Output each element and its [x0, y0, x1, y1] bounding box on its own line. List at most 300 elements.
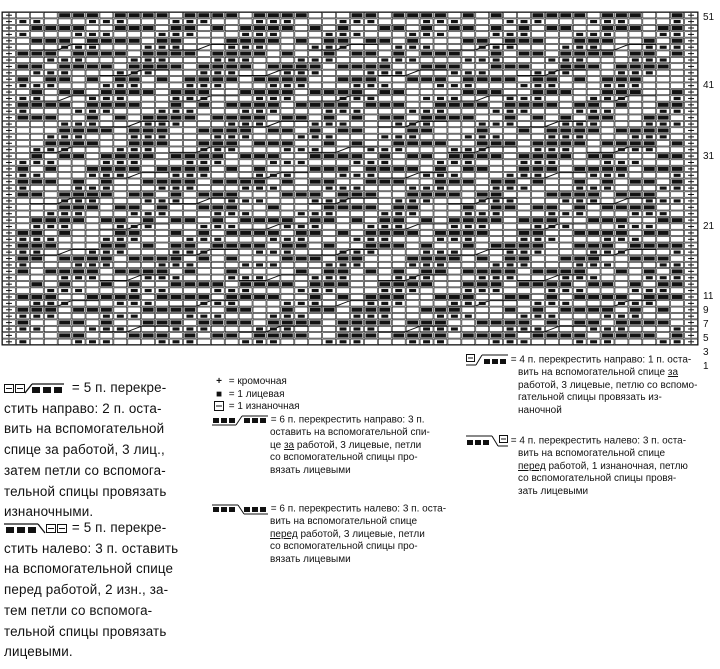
knit-stitch: [31, 308, 42, 312]
knit-stitch: [590, 263, 597, 266]
knit-stitch: [574, 308, 585, 312]
knit-stitch: [256, 46, 263, 49]
knit-stitch: [89, 110, 96, 113]
knit-stitch: [171, 244, 182, 248]
knit-stitch: [381, 148, 388, 151]
knit-stitch: [87, 77, 98, 81]
knit-stitch: [173, 174, 180, 177]
knit-stitch: [379, 180, 390, 184]
knit-stitch: [310, 308, 321, 312]
knit-stitch: [519, 26, 530, 30]
knit-stitch: [491, 154, 502, 158]
knit-stitch: [477, 128, 488, 132]
knit-stitch: [131, 58, 138, 61]
knit-stitch: [87, 52, 98, 56]
knit-stitch: [435, 295, 446, 299]
knit-stitch: [379, 244, 390, 248]
knit-stitch: [590, 327, 597, 330]
knit-stitch: [131, 135, 138, 138]
knit-stitch: [521, 20, 528, 23]
knit-stitch: [532, 90, 543, 94]
knit-stitch: [17, 321, 28, 325]
knit-stitch: [519, 244, 530, 248]
knit-stitch: [89, 20, 96, 23]
knit-stitch: [590, 122, 597, 125]
knit-stitch: [463, 269, 474, 273]
knit-stitch: [282, 333, 293, 337]
knit-stitch: [479, 71, 486, 74]
knit-stitch: [226, 321, 237, 325]
knit-stitch: [254, 141, 265, 145]
knit-stitch: [33, 238, 40, 241]
knit-stitch: [268, 218, 279, 222]
knit-stitch: [326, 263, 333, 266]
knit-stitch: [449, 231, 460, 235]
knit-stitch: [101, 257, 112, 261]
knit-stitch: [173, 122, 180, 125]
knit-stitch: [630, 321, 641, 325]
knit-stitch: [312, 148, 319, 151]
knit-stitch: [646, 148, 653, 151]
knit-stitch: [101, 244, 112, 248]
knit-stitch: [604, 33, 611, 36]
knit-stitch: [395, 212, 402, 215]
cross5-right-symbol: [4, 381, 68, 395]
knit-stitch: [602, 13, 613, 17]
knit-stitch: [254, 244, 265, 248]
knit-stitch: [505, 77, 516, 81]
knit-stitch: [115, 244, 126, 248]
knit-stitch: [674, 174, 681, 177]
knit-stitch: [312, 46, 319, 49]
knit-stitch: [198, 282, 209, 286]
knit-stitch: [129, 154, 140, 158]
knit-stitch: [270, 20, 277, 23]
knit-stitch: [19, 315, 26, 318]
knit-stitch: [159, 199, 166, 202]
knit-stitch: [89, 340, 96, 343]
knit-stitch: [505, 205, 516, 209]
knit-stitch: [310, 167, 321, 171]
knit-stitch: [505, 244, 516, 248]
knit-stitch: [326, 199, 333, 202]
knit-stitch: [282, 321, 293, 325]
knit-stitch: [73, 205, 84, 209]
knit-stitch: [298, 71, 305, 74]
knit-stitch: [532, 180, 543, 184]
knit-stitch: [588, 128, 599, 132]
knit-stitch: [143, 244, 154, 248]
knit-stitch: [282, 282, 293, 286]
knit-stitch: [644, 128, 655, 132]
knit-stitch: [270, 97, 277, 100]
knit-stitch: [45, 116, 56, 120]
knit-stitch: [519, 167, 530, 171]
knit-stitch: [674, 122, 681, 125]
knit-stitch: [228, 135, 235, 138]
knit-stitch: [212, 64, 223, 68]
knit-stitch: [407, 39, 418, 43]
knit-stitch: [298, 161, 305, 164]
knit-stitch: [574, 64, 585, 68]
knit-stitch: [395, 122, 402, 125]
knit-stitch: [546, 167, 557, 171]
knit-stitch: [353, 97, 360, 100]
knit-stitch: [212, 116, 223, 120]
knit-stitch: [89, 251, 96, 254]
knit-stitch: [590, 97, 597, 100]
knit-stitch: [660, 46, 667, 49]
knit-stitch: [407, 141, 418, 145]
knit-stitch: [61, 212, 68, 215]
knit-stitch: [532, 154, 543, 158]
knit-stitch: [212, 141, 223, 145]
knit-stitch: [588, 295, 599, 299]
knit-stitch: [381, 302, 388, 305]
knit-stitch: [658, 244, 669, 248]
knit-stitch: [519, 128, 530, 132]
knit-stitch: [101, 90, 112, 94]
knit-stitch: [365, 77, 376, 81]
knit-stitch: [226, 103, 237, 107]
knit-stitch: [546, 141, 557, 145]
knit-stitch: [560, 52, 571, 56]
knit-stitch: [367, 71, 374, 74]
knit-stitch: [186, 340, 193, 343]
knit-stitch: [602, 154, 613, 158]
knit-stitch: [87, 39, 98, 43]
knit-stitch: [212, 321, 223, 325]
knit-stitch: [602, 52, 613, 56]
knit-stitch: [103, 33, 110, 36]
knit-stitch: [198, 77, 209, 81]
knit-stitch: [365, 180, 376, 184]
knit-stitch: [646, 302, 653, 305]
knit-stitch: [157, 321, 168, 325]
knit-stitch: [254, 77, 265, 81]
knit-stitch: [101, 295, 112, 299]
knit-stitch: [493, 110, 500, 113]
knit-stitch: [451, 238, 458, 241]
knit-stitch: [604, 315, 611, 318]
knit-stitch: [632, 161, 639, 164]
legend-cross4-left: [466, 434, 718, 498]
knit-stitch: [270, 187, 277, 190]
cross5-left-line7: лицевыми.: [4, 644, 73, 660]
knit-stitch: [632, 58, 639, 61]
knit-stitch: [477, 103, 488, 107]
knit-stitch: [574, 77, 585, 81]
cross4-left-line5: зать лицевыми: [518, 485, 589, 497]
row-label-21: 21: [703, 221, 715, 232]
knit-stitch: [421, 308, 432, 312]
knit-stitch: [226, 13, 237, 17]
knit-stitch: [393, 295, 404, 299]
knit-stitch: [644, 52, 655, 56]
knit-stitch: [87, 103, 98, 107]
knit-stitch: [507, 97, 514, 100]
knit-stitch: [352, 333, 363, 337]
knit-stitch: [646, 135, 653, 138]
row-label-31: 31: [703, 151, 715, 162]
knit-stitch: [282, 193, 293, 197]
knit-stitch: [451, 20, 458, 23]
knit-stitch: [171, 116, 182, 120]
knit-stitch: [674, 340, 681, 343]
knit-stitch: [395, 148, 402, 151]
knit-stitch: [340, 187, 347, 190]
knit-stitch: [546, 205, 557, 209]
knit-stitch: [129, 128, 140, 132]
knit-stitch: [449, 308, 460, 312]
knit-stitch: [507, 187, 514, 190]
knit-stitch: [616, 193, 627, 197]
knit-stitch: [115, 205, 126, 209]
knit-stitch: [75, 58, 82, 61]
knit-stitch: [505, 269, 516, 273]
knit-stitch: [284, 174, 291, 177]
knit-stitch: [630, 128, 641, 132]
knit-stitch: [576, 58, 583, 61]
knit-stitch: [145, 199, 152, 202]
knit-stitch: [157, 269, 168, 273]
knit-stitch: [129, 193, 140, 197]
knit-stitch: [463, 26, 474, 30]
knit-stitch: [282, 257, 293, 261]
knit-stitch: [381, 225, 388, 228]
knit-stitch: [228, 58, 235, 61]
knit-stitch: [254, 295, 265, 299]
knit-stitch: [45, 218, 56, 222]
knit-stitch: [59, 64, 70, 68]
knit-stitch: [352, 13, 363, 17]
knit-stitch: [451, 302, 458, 305]
knit-stitch: [171, 180, 182, 184]
knit-stitch: [674, 110, 681, 113]
cross6-right-line1: = 6 п. перекрестить направо: 3 п.: [270, 414, 425, 426]
knit-stitch: [519, 321, 530, 325]
knit-stitch: [45, 269, 56, 273]
knit-stitch: [674, 97, 681, 100]
knit-stitch: [340, 263, 347, 266]
knit-stitch: [59, 333, 70, 337]
knit-stitch: [437, 110, 444, 113]
knit-stitch: [117, 302, 124, 305]
knit-stitch: [493, 58, 500, 61]
knit-stitch: [129, 282, 140, 286]
knit-stitch: [616, 141, 627, 145]
knit-stitch: [200, 327, 207, 330]
knit-stitch: [534, 327, 541, 330]
knit-stitch: [644, 244, 655, 248]
knit-stitch: [157, 52, 168, 56]
knit-stitch: [590, 33, 597, 36]
knit-stitch: [505, 141, 516, 145]
knit-stitch: [560, 333, 571, 337]
knit-stitch: [437, 263, 444, 266]
knit-stitch: [103, 315, 110, 318]
knit-stitch: [33, 302, 40, 305]
knit-stitch: [409, 212, 416, 215]
knit-stitch: [17, 167, 28, 171]
knit-stitch: [338, 128, 349, 132]
knit-stitch: [45, 103, 56, 107]
knit-stitch: [19, 340, 26, 343]
knit-stitch: [491, 269, 502, 273]
knit-stitch: [45, 26, 56, 30]
knit-stitch: [228, 46, 235, 49]
knit-stitch: [507, 174, 514, 177]
knit-stitch: [435, 103, 446, 107]
knit-stitch: [296, 116, 307, 120]
knit-stitch: [477, 193, 488, 197]
knit-stitch: [89, 276, 96, 279]
knit-stitch: [590, 199, 597, 202]
knit-stitch: [326, 58, 333, 61]
knit-stitch: [256, 33, 263, 36]
knit-stitch: [658, 295, 669, 299]
knit-stitch: [477, 269, 488, 273]
knit-stitch: [143, 128, 154, 132]
knit-stitch: [33, 161, 40, 164]
knit-stitch: [493, 212, 500, 215]
knit-stitch: [546, 13, 557, 17]
knit-stitch: [618, 20, 625, 23]
knit-stitch: [31, 116, 42, 120]
knit-stitch: [367, 148, 374, 151]
knit-stitch: [532, 333, 543, 337]
knit-stitch: [546, 333, 557, 337]
knit-stitch: [33, 71, 40, 74]
knit-stitch: [310, 231, 321, 235]
knit-stitch: [87, 141, 98, 145]
knit-stitch: [590, 276, 597, 279]
knit-stitch: [367, 174, 374, 177]
knit-stitch: [298, 225, 305, 228]
cross5-left-symbol: [4, 521, 68, 535]
knit-stitch: [256, 251, 263, 254]
knit-stitch: [89, 97, 96, 100]
knit-stitch: [379, 39, 390, 43]
knit-stitch: [562, 135, 569, 138]
cross4-left-line3: перед работой, 1 изнаночная, петлю: [518, 460, 688, 472]
knit-stitch: [630, 257, 641, 261]
knit-stitch: [435, 321, 446, 325]
knit-stitch: [324, 52, 335, 56]
knit-stitch: [340, 122, 347, 125]
knit-stitch: [449, 64, 460, 68]
knit-stitch: [660, 340, 667, 343]
knit-stitch: [576, 289, 583, 292]
knit-stitch: [47, 238, 54, 241]
knit-stitch: [616, 321, 627, 325]
knit-stitch: [632, 148, 639, 151]
knit-stitch: [352, 77, 363, 81]
knit-stitch: [198, 103, 209, 107]
knit-stitch: [254, 154, 265, 158]
knit-stitch: [73, 193, 84, 197]
knit-stitch: [159, 276, 166, 279]
knit-stitch: [45, 77, 56, 81]
knit-stitch: [324, 167, 335, 171]
knit-stitch: [632, 238, 639, 241]
knit-stitch: [463, 295, 474, 299]
knit-stitch: [560, 64, 571, 68]
knit-stitch: [437, 327, 444, 330]
knit-stitch: [618, 327, 625, 330]
knit-stitch: [75, 212, 82, 215]
knit-stitch: [507, 251, 514, 254]
knit-stitch: [184, 333, 195, 337]
knit-stitch: [674, 276, 681, 279]
knit-stitch: [282, 128, 293, 132]
knit-stitch: [463, 244, 474, 248]
knit-stitch: [298, 212, 305, 215]
knit-stitch: [73, 257, 84, 261]
knit-stitch: [240, 116, 251, 120]
knit-stitch: [186, 174, 193, 177]
knit-stitch: [254, 26, 265, 30]
knit-stitch: [101, 167, 112, 171]
knit-stitch: [407, 231, 418, 235]
knit-stitch: [560, 13, 571, 17]
knit-stitch: [184, 180, 195, 184]
knit-stitch: [338, 282, 349, 286]
knit-stitch: [588, 282, 599, 286]
knit-stitch: [672, 218, 683, 222]
knit-stitch: [367, 238, 374, 241]
knit-stitch: [242, 58, 249, 61]
knit-stitch: [451, 161, 458, 164]
knit-stitch: [296, 333, 307, 337]
knit-stitch: [393, 333, 404, 337]
knit-stitch: [115, 269, 126, 273]
knit-stitch: [534, 161, 541, 164]
knit-stitch: [395, 135, 402, 138]
knit-stitch: [618, 161, 625, 164]
knit-stitch: [31, 295, 42, 299]
knit-stitch: [381, 212, 388, 215]
knit-stitch: [562, 58, 569, 61]
knit-stitch: [117, 238, 124, 241]
knit-stitch: [644, 193, 655, 197]
knit-stitch: [644, 205, 655, 209]
cross4-right-line5: наночной: [518, 404, 562, 416]
knit-stitch: [282, 64, 293, 68]
knit-stitch: [214, 148, 221, 151]
knit-stitch: [143, 52, 154, 56]
legend-knit: [212, 389, 462, 402]
knit-stitch: [254, 218, 265, 222]
knit-stitch: [47, 289, 54, 292]
knit-stitch: [367, 225, 374, 228]
knit-stitch: [365, 295, 376, 299]
knit-stitch: [521, 161, 528, 164]
knit-stitch: [435, 116, 446, 120]
knit-stitch: [602, 77, 613, 81]
knit-stitch: [59, 141, 70, 145]
knit-stitch: [379, 90, 390, 94]
knit-stitch: [505, 103, 516, 107]
knit-stitch: [449, 103, 460, 107]
knit-stitch: [87, 295, 98, 299]
knit-stitch: [17, 64, 28, 68]
knit-stitch: [212, 333, 223, 337]
knit-stitch: [521, 174, 528, 177]
knit-stitch: [143, 90, 154, 94]
knit-stitch: [338, 167, 349, 171]
knit-stitch: [101, 193, 112, 197]
